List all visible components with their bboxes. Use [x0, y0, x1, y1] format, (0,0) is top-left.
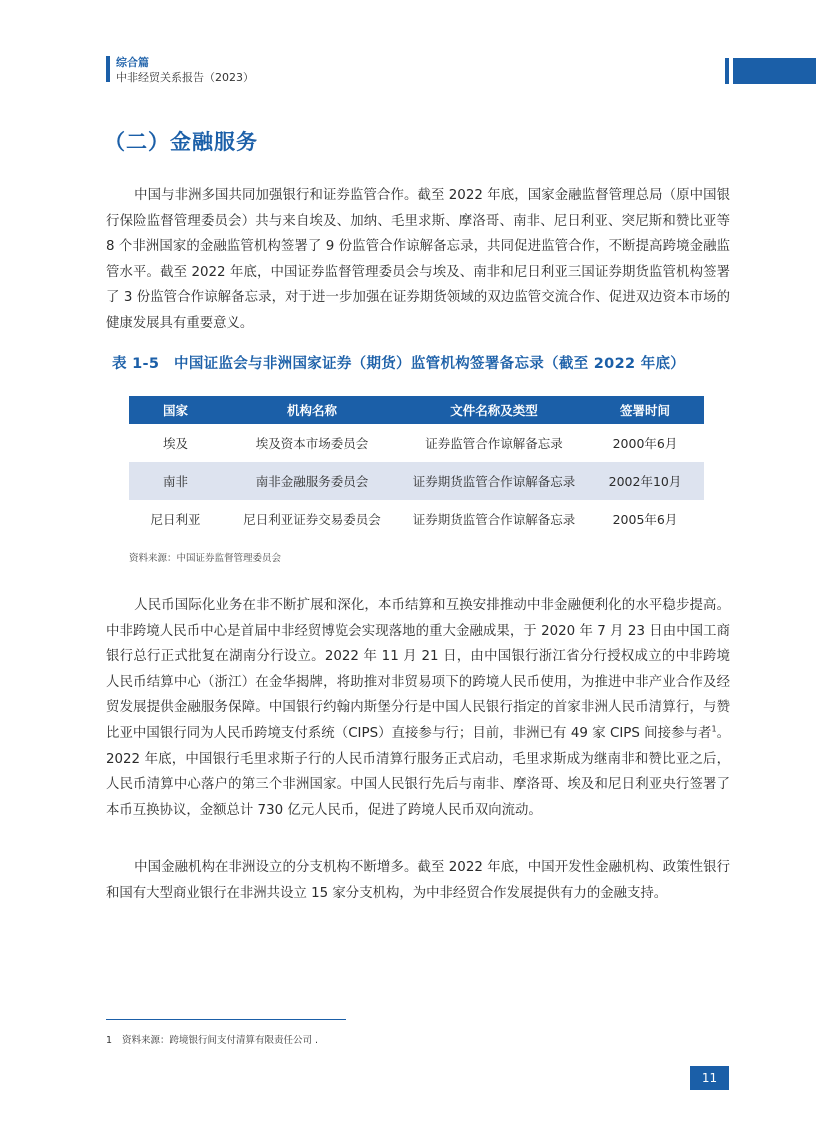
cell-country: 埃及 [129, 424, 222, 462]
page-number: 11 [690, 1066, 729, 1090]
paragraph-text-part2: 。2022 年底，中国银行毛里求斯子行的人民币清算行服务正式启动，毛里求斯成为继南非和赞比亚之后，人民币清算中心落户的第三个非洲国家。中国人民银行先后与南非、摩洛哥、埃及和尼日利亚央行签署了本币互换协议，金额总计 730 亿元人民币，促进了跨境人民币双向流动。 [106, 725, 731, 818]
header-report-title: 中非经贸关系报告（2023） [116, 71, 254, 84]
cell-date: 2005年6月 [586, 500, 704, 538]
footnote [106, 1032, 318, 1046]
footnote-number: 1 [106, 1035, 113, 1046]
cell-agency: 南非金融服务委员会 [222, 462, 402, 500]
header-right-block [733, 58, 816, 84]
table-row [129, 424, 704, 462]
paragraph-text-part1: 人民币国际化业务在非不断扩展和深化，本币结算和互换安排推动中非金融便利化的水平稳步提高。中非跨境人民币中心是首届中非经贸博览会实现落地的重大金融成果，于 2020 年 7 月 23 日由中国工商银行总行正式批复在湖南分行设立。2022 年 11 月 21 日，由中国银行浙江省分行授权成立的中非跨境人民币结算中心（浙江）在金华揭牌，将助推对非贸易项下的跨境人民币使用，为推进中非产业合作及经贸发展提供金融服务保障。中国银行约翰内斯堡分行是中国人民银行指定的首家非洲人民币清算行，与赞比亚中国银行同为人民币跨境支付系统（CIPS）直接参与行；目前，非洲已有 49 家 CIPS 间接参与者 [106, 598, 730, 741]
header-accent-bar [106, 56, 110, 82]
col-header-date: 签署时间 [586, 396, 704, 424]
table-row [129, 462, 704, 500]
paragraph-text: 中国金融机构在非洲设立的分支机构不断增多。截至 2022 年底，中国开发性金融机构、政策性银行和国有大型商业银行在非洲共设立 15 家分支机构，为中非经贸合作发展提供有力的金融支持。 [106, 860, 730, 901]
paragraph-rmb-internationalization [106, 593, 730, 823]
cell-document: 证券期货监管合作谅解备忘录 [402, 462, 586, 500]
cell-agency: 埃及资本市场委员会 [222, 424, 402, 462]
cell-document: 证券监管合作谅解备忘录 [402, 424, 586, 462]
table-header-row [129, 396, 704, 424]
header-section-label: 综合篇 [116, 56, 149, 69]
footnote-ref[interactable]: 1 [711, 724, 717, 734]
table-row [129, 500, 704, 538]
cell-agency: 尼日利亚证券交易委员会 [222, 500, 402, 538]
footnote-divider [106, 1019, 346, 1020]
cell-document: 证券期货监管合作谅解备忘录 [402, 500, 586, 538]
paragraph-text: 中国与非洲多国共同加强银行和证券监管合作。截至 2022 年底，国家金融监督管理总局（原中国银行保险监督管理委员会）共与来自埃及、加纳、毛里求斯、摩洛哥、南非、尼日利亚、突尼斯和赞比亚等 8 个非洲国家的金融监管机构签署了 9 份监管合作谅解备忘录，共同促进监管合作，不断提高跨境金融监管水平。截至 2022 年底，中国证券监督管理委员会与埃及、南非和尼日利亚三国证券期货监管机构签署了 3 份监管合作谅解备忘录，对于进一步加强在证券期货领域的双边监管交流合作、促进双边资本市场的健康发展具有重要意义。 [106, 188, 730, 331]
col-header-agency: 机构名称 [222, 396, 402, 424]
section-title: （二）金融服务 [104, 130, 258, 154]
table-source-note: 资料来源：中国证券监督管理委员会 [129, 553, 282, 564]
footnote-text: 资料来源：跨境银行间支付清算有限责任公司 . [122, 1035, 319, 1046]
cell-date: 2002年10月 [586, 462, 704, 500]
paragraph-branches [106, 855, 730, 906]
cell-country: 尼日利亚 [129, 500, 222, 538]
cell-country: 南非 [129, 462, 222, 500]
cell-date: 2000年6月 [586, 424, 704, 462]
col-header-country: 国家 [129, 396, 222, 424]
col-header-document: 文件名称及类型 [402, 396, 586, 424]
table-title: 表 1-5 中国证监会与非洲国家证券（期货）监管机构签署备忘录（截至 2022 年底） [112, 356, 686, 372]
header-right-stripe [725, 58, 729, 84]
paragraph-banking-securities [106, 183, 730, 337]
memo-table [129, 396, 704, 538]
